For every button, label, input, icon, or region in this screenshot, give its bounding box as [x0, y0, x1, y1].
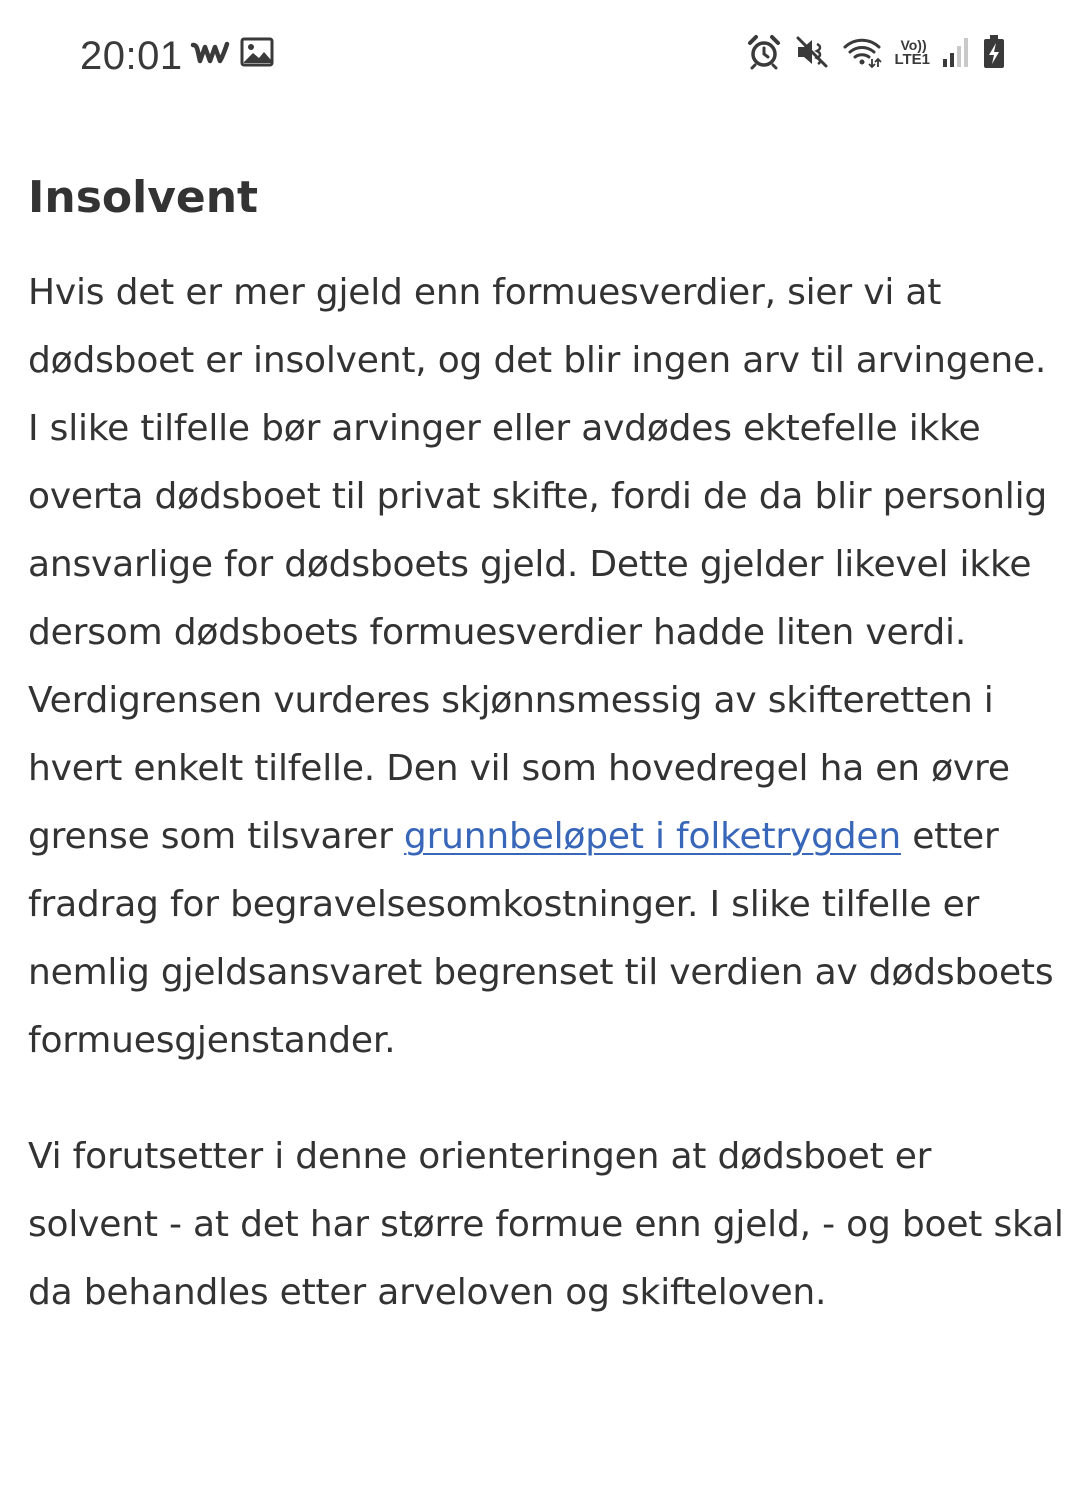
status-right-icons [746, 34, 1006, 70]
paragraph-text-after-link: etter fradrag for begravelsesomkostninger. I slike tilfelle er nemlig gjeldsansvaret begrenset til verdien av dødsboets formuesgjenstander. [28, 815, 1054, 1061]
status-left-icons [190, 36, 274, 68]
alarm-icon [746, 34, 782, 70]
vo-label: Vo)) [900, 36, 927, 53]
article-content [28, 172, 1064, 1327]
lte-label: LTE1 [894, 50, 930, 68]
w-app-icon [190, 36, 230, 68]
volte-lte-icon [894, 38, 930, 67]
status-bar [0, 0, 1080, 112]
paragraph-solvent: Vi forutsetter i denne orienteringen at dødsboet er solvent - at det har større formue enn gjeld, - og boet skal da behandles etter arveloven og skifteloven. [28, 1135, 1064, 1313]
signal-icon [942, 35, 970, 69]
grunnbelop-link[interactable]: grunnbeløpet i folketrygden [403, 815, 901, 857]
paragraph-insolvent [28, 259, 1064, 1075]
wifi-icon [842, 35, 882, 69]
image-icon [240, 36, 274, 68]
paragraph-text-before-link: Hvis det er mer gjeld enn formuesverdier, sier vi at dødsboet er insolvent, og det blir ingen arv til arvingene. I slike tilfelle bør arvinger eller avdødes ektefelle ikke overta dødsboet til privat skifte, fordi de da blir personlig ansvarlige for dødsboets gjeld. Dette gjelder likevel ikke dersom dødsboets formuesverdier hadde liten verdi. Verdigrensen vurderes skjønnsmessig av skifteretten i hvert enkelt tilfelle. Den vil som hovedregel ha en øvre grense som tilsvarer [28, 271, 1048, 857]
battery-charging-icon [982, 34, 1006, 70]
status-time: 20:01 [80, 34, 183, 78]
mute-icon [794, 34, 830, 70]
section-heading: Insolvent [28, 172, 259, 223]
